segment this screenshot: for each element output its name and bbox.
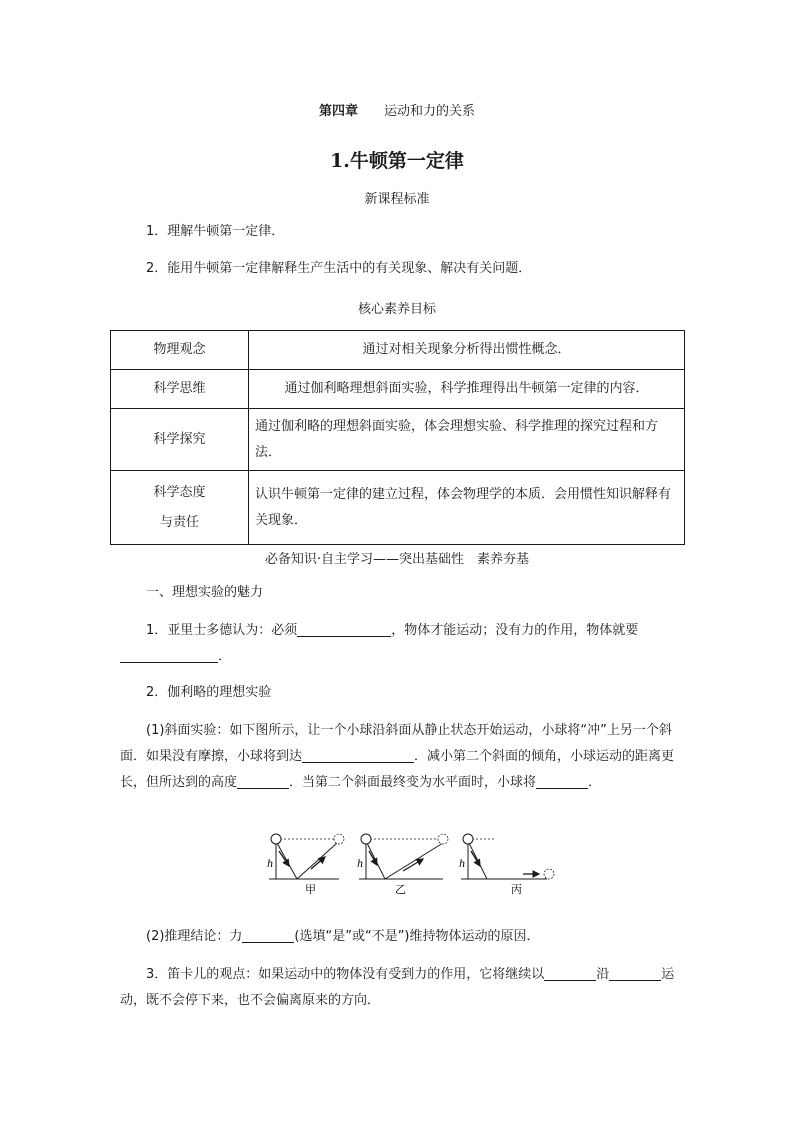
table-row <box>111 471 685 545</box>
answer-blank[interactable] <box>242 928 294 943</box>
goals-heading: 核心素养目标 <box>357 302 436 317</box>
goal-value: 通过伽利略理想斜面实验，科学推理得出牛顿第一定律的内容． <box>249 370 685 409</box>
question-2b <box>120 924 678 950</box>
question-1-text-c: ． <box>218 649 232 664</box>
answer-blank[interactable] <box>536 774 588 789</box>
standards-heading: 新课程标准 <box>364 192 430 207</box>
figure-panel-yi <box>357 834 448 896</box>
question-3-text-a: 3．笛卡儿的观点：如果运动中的物体没有受到力的作用，它将继续以 <box>146 967 545 982</box>
goal-key-line-1: 科学态度 <box>153 484 206 500</box>
goals-table <box>110 330 685 545</box>
answer-blank[interactable] <box>237 774 289 789</box>
question-2b-text-a: (2)推理结论：力 <box>146 929 243 944</box>
figure-panel-bing <box>459 834 554 896</box>
answer-blank[interactable] <box>302 748 414 763</box>
lesson-title: 1.牛顿第一定律 <box>330 150 464 172</box>
figure-panel-jia <box>267 834 344 896</box>
chapter-label: 第四章 <box>318 104 358 119</box>
ball-ghost-icon <box>438 834 448 844</box>
goal-key-line-2: 与责任 <box>159 514 199 530</box>
height-label: h <box>357 859 364 870</box>
question-2a-text-c: ．当第二个斜面最终变为水平面时，小球将 <box>289 775 537 790</box>
goal-value: 认识牛顿第一定律的建立过程，体会物理学的本质．会用惯性知识解释有关现象． <box>249 471 685 545</box>
chapter-title: 运动和力的关系 <box>384 104 476 119</box>
chapter-heading <box>0 100 794 119</box>
answer-blank[interactable] <box>120 648 218 663</box>
ball-ghost-icon <box>334 834 344 844</box>
ball-icon <box>271 834 281 844</box>
question-2a-text-d: ． <box>588 775 602 790</box>
question-1 <box>120 618 678 670</box>
answer-blank[interactable] <box>544 966 596 981</box>
panel-label: 丙 <box>511 883 522 896</box>
height-label: h <box>267 859 274 870</box>
section-title: 一、理想实验的魅力 <box>146 585 264 600</box>
ball-ghost-icon <box>544 869 554 879</box>
ball-icon <box>361 834 371 844</box>
question-2-title: 2．伽利略的理想实验 <box>146 685 272 700</box>
question-3-text-c: 运动，既不会停下来，也不会偏离原来的方向． <box>120 967 675 1008</box>
section-banner: 必备知识·自主学习——突出基础性 素养夯基 <box>264 552 530 567</box>
standard-item-2: 2．能用牛顿第一定律解释生产生活中的有关现象、解决有关问题． <box>146 261 532 276</box>
goal-value: 通过对相关现象分析得出惯性概念． <box>249 331 685 370</box>
question-2b-text-b: (选填“是”或“不是”)维持物体运动的原因． <box>294 929 540 944</box>
question-1-text-b: ，物体才能运动；没有力的作用，物体就要 <box>391 623 639 638</box>
goal-value: 通过伽利略的理想斜面实验，体会理想实验、科学推理的探究过程和方法． <box>249 409 685 471</box>
ball-icon <box>463 834 473 844</box>
panel-label: 甲 <box>305 883 316 896</box>
standard-item-1: 1．理解牛顿第一定律． <box>146 224 285 239</box>
goal-key: 科学探究 <box>111 409 249 471</box>
height-label: h <box>459 859 466 870</box>
incline-experiment-figure <box>255 833 555 903</box>
goal-key: 物理观念 <box>111 331 249 370</box>
question-2a-text-b: ．减小第二个斜面的倾角，小球运动的距离更长，但所达到的高度 <box>120 749 675 790</box>
goal-key <box>111 471 249 545</box>
question-3 <box>120 962 678 1014</box>
goal-key: 科学思维 <box>111 370 249 409</box>
question-1-text-a: 1．亚里士多德认为：必须 <box>146 623 298 638</box>
table-row <box>111 409 685 471</box>
question-2a-text-a: (1)斜面实验：如下图所示，让一个小球沿斜面从静止状态开始运动，小球将“冲”上另一个斜面．如果没有摩擦，小球将到达 <box>120 723 672 764</box>
question-3-text-b: 沿 <box>596 967 610 982</box>
table-row <box>111 331 685 370</box>
question-2a <box>120 718 678 796</box>
table-row <box>111 370 685 409</box>
answer-blank[interactable] <box>297 622 391 637</box>
panel-label: 乙 <box>395 883 406 896</box>
answer-blank[interactable] <box>609 966 661 981</box>
